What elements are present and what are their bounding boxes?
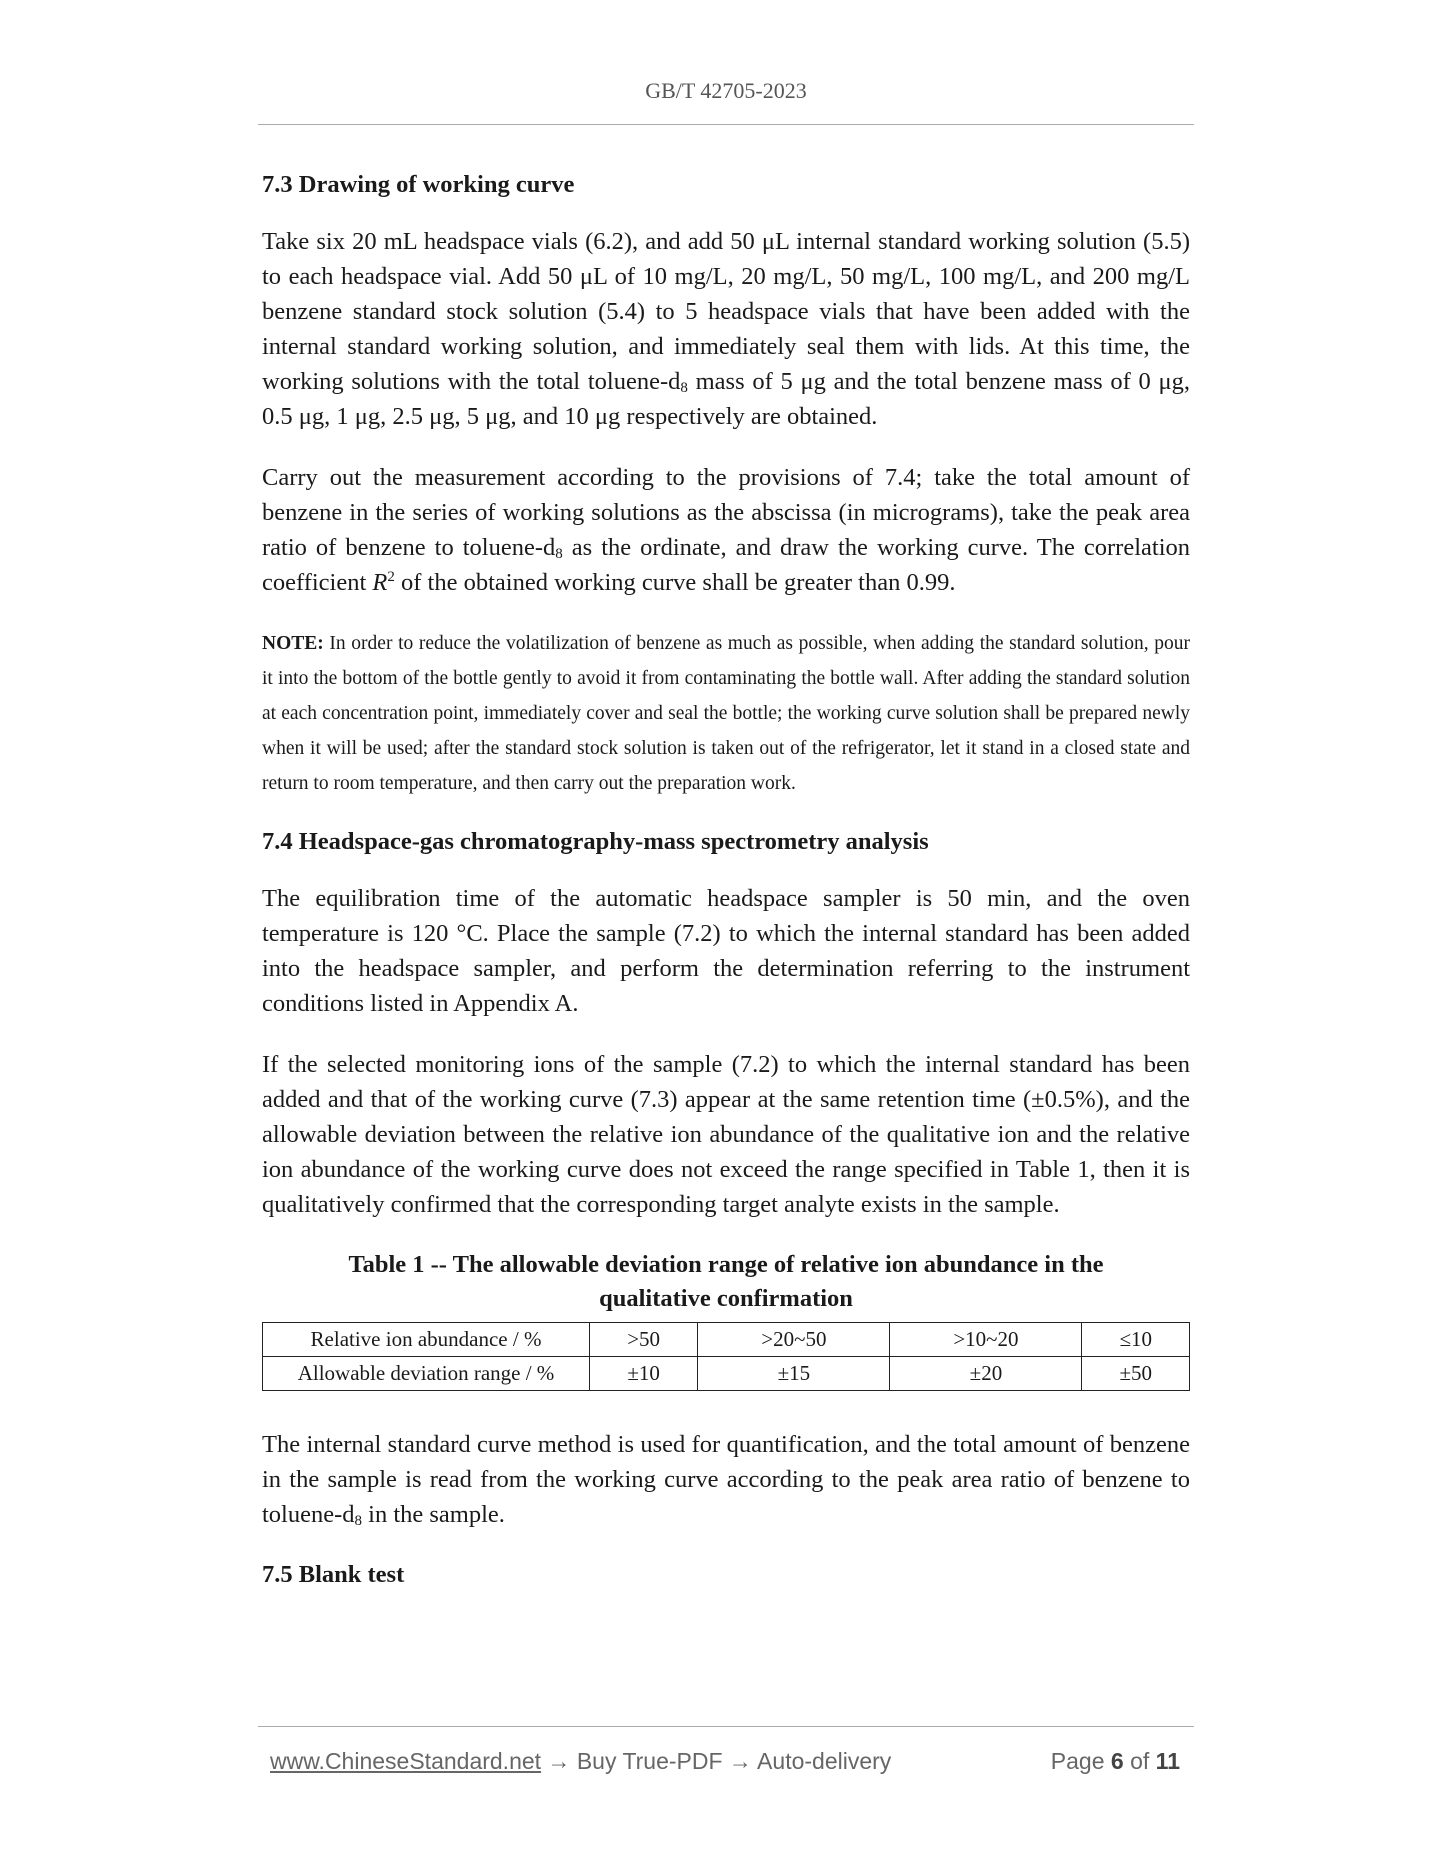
buy-text: → Buy True-PDF → Auto-delivery xyxy=(541,1748,892,1774)
page-content xyxy=(262,168,1190,1614)
section-7-4-paragraph-2: If the selected monitoring ions of the sample (7.2) to which the internal standard has been added and that of the working curve (7.3) appear at the same retention time (±0.5%), and the allowable deviation between the relative ion abundance of the qualitative ion and the relative ion abundance of the working curve does not exceed the range specified in Table 1, then it is qualitatively confirmed that the corresponding target analyte exists in the sample. xyxy=(262,1051,1190,1218)
header-rule xyxy=(258,124,1194,125)
table-cell: >50 xyxy=(590,1323,698,1357)
table-cell: ±50 xyxy=(1082,1357,1190,1391)
section-7-3-paragraph-2: Carry out the measurement according to the provisions of 7.4; take the total amount of benzene in the series of working solutions as the abscissa (in micrograms), take the peak area ratio of benzene to toluene-$d_8$ as the ordinate, and draw the working curve. The correlation coefficient $R^2$ of the obtained working curve shall be greater than 0.99. xyxy=(262,464,1190,596)
note-paragraph: NOTE: In order to reduce the volatilization of benzene as much as possible, when adding the standard solution, pour it into the bottom of the bottle gently to avoid it from contaminating the bottle wall. After adding the standard solution at each concentration point, immediately cover and seal the bottle; the working curve solution shall be prepared newly when it will be used; after the standard stock solution is taken out of the refrigerator, let it stand in a closed state and return to room temperature, and then carry out the preparation work. xyxy=(262,633,1190,794)
table-cell: ±10 xyxy=(590,1357,698,1391)
website-link[interactable]: www.ChineseStandard.net xyxy=(270,1748,542,1774)
section-7-5-heading: 7.5 Blank test xyxy=(262,1561,405,1588)
table-caption: Table 1 -- The allowable deviation range of relative ion abundance in the qualitative confirmation xyxy=(348,1251,1104,1312)
section-7-3-heading: 7.3 Drawing of working curve xyxy=(262,171,575,198)
deviation-table xyxy=(262,1322,1190,1391)
table-cell: >20~50 xyxy=(698,1323,890,1357)
table-cell: ±20 xyxy=(890,1357,1082,1391)
table-cell: >10~20 xyxy=(890,1323,1082,1357)
table-row xyxy=(263,1357,1190,1391)
section-7-4-paragraph-3: The internal standard curve method is used for quantification, and the total amount of benzene in the sample is read from the working curve according to the peak area ratio of benzene to toluene-$d_8$ in the sample. xyxy=(262,1431,1190,1529)
page-indicator: Page 6 of 11 xyxy=(1050,1748,1180,1774)
section-7-3-paragraph-1: Take six 20 mL headspace vials (6.2), and add 50 μL internal standard working solution (5.5) to each headspace vial. Add 50 μL of 10 mg/L, 20 mg/L, 50 mg/L, 100 mg/L, and 200 mg/L benzene standard stock solution (5.4) to 5 headspace vials that have been added with the internal standard working solution, and immediately seal them with lids. At this time, the working solutions with the total toluene-$d_8$ mass of 5 μg and the total benzene mass of 0 μg, 0.5 μg, 1 μg, 2.5 μg, 5 μg, and 10 μg respectively are obtained. xyxy=(262,228,1190,430)
footer-rule xyxy=(258,1726,1194,1727)
section-7-4-paragraph-1: The equilibration time of the automatic headspace sampler is 50 min, and the oven temperature is 120 °C. Place the sample (7.2) to which the internal standard has been added into the headspace sampler, and perform the determination referring to the instrument conditions listed in Appendix A. xyxy=(262,885,1190,1017)
page-footer xyxy=(270,1748,1190,1775)
table-cell: ±15 xyxy=(698,1357,890,1391)
table-cell: Allowable deviation range / % xyxy=(263,1357,590,1391)
table-row xyxy=(263,1323,1190,1357)
table-cell: Relative ion abundance / % xyxy=(263,1323,590,1357)
note-label: NOTE: xyxy=(262,633,324,654)
document-id-header: GB/T 42705-2023 xyxy=(645,78,807,103)
table-cell: ≤10 xyxy=(1082,1323,1190,1357)
section-7-4-heading: 7.4 Headspace-gas chromatography-mass spectrometry analysis xyxy=(262,828,929,855)
